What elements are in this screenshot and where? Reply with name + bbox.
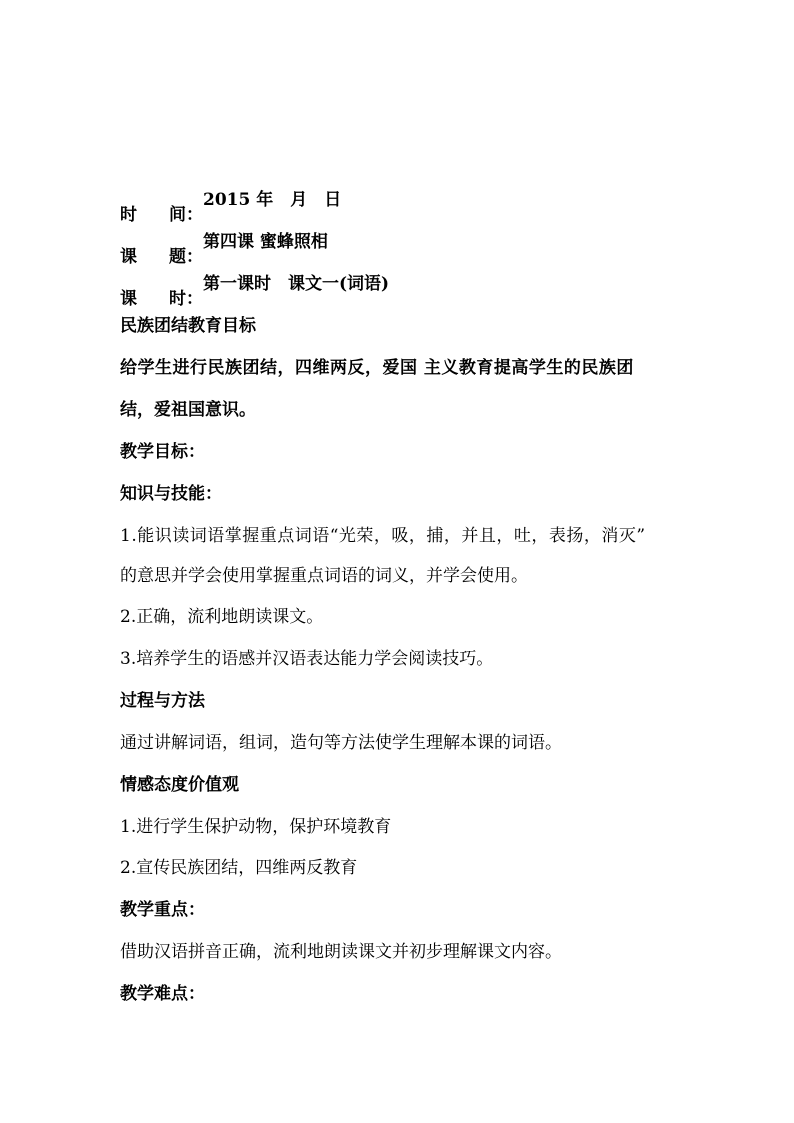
topic-label-first: 课: [120, 247, 137, 267]
emotion-item1: 1.进行学生保护动物，保护环境教育: [120, 817, 392, 837]
emotion-item2: 2.宣传民族团结，四维两反教育: [120, 858, 358, 878]
time-label-last: 间：: [169, 205, 203, 225]
time-field: [120, 190, 342, 225]
knowledge-item1-line2: 的意思并学会使用掌握重点词语的词义，并学会使用。: [120, 566, 528, 586]
period-field: [120, 274, 390, 309]
unity-text-line2: 结，爱祖国意识。: [120, 400, 256, 420]
unity-text-line1: 给学生进行民族团结，四维两反，爱国 主义教育提高学生的民族团: [120, 358, 634, 378]
key-points-heading: 教学重点：: [120, 900, 205, 920]
knowledge-item1-line1: 1.能识读词语掌握重点词语“光荣，吸，捕，并且，吐，表扬，消灭”: [120, 526, 646, 546]
knowledge-item2: 2.正确，流利地朗读课文。: [120, 607, 324, 627]
knowledge-heading: 知识与技能：: [120, 484, 222, 504]
period-label-last: 时：: [169, 289, 203, 309]
topic-label-last: 题：: [169, 247, 203, 267]
time-value: 2015 年 月 日: [203, 190, 342, 210]
time-label-first: 时: [120, 205, 137, 225]
process-text: 通过讲解词语，组词，造句等方法使学生理解本课的词语。: [120, 733, 562, 753]
emotion-heading: 情感态度价值观: [120, 775, 239, 795]
key-points-text: 借助汉语拼音正确，流利地朗读课文并初步理解课文内容。: [120, 942, 562, 962]
period-value: 第一课时 课文一(词语): [203, 274, 390, 294]
topic-field: [120, 232, 328, 267]
process-heading: 过程与方法: [120, 691, 205, 711]
unity-heading: 民族团结教育目标: [120, 316, 256, 336]
period-label-first: 课: [120, 289, 137, 309]
topic-value: 第四课 蜜蜂照相: [203, 232, 328, 252]
difficulties-heading: 教学难点：: [120, 984, 205, 1004]
knowledge-item3: 3.培养学生的语感并汉语表达能力学会阅读技巧。: [120, 649, 494, 669]
objectives-heading: 教学目标：: [120, 442, 205, 462]
